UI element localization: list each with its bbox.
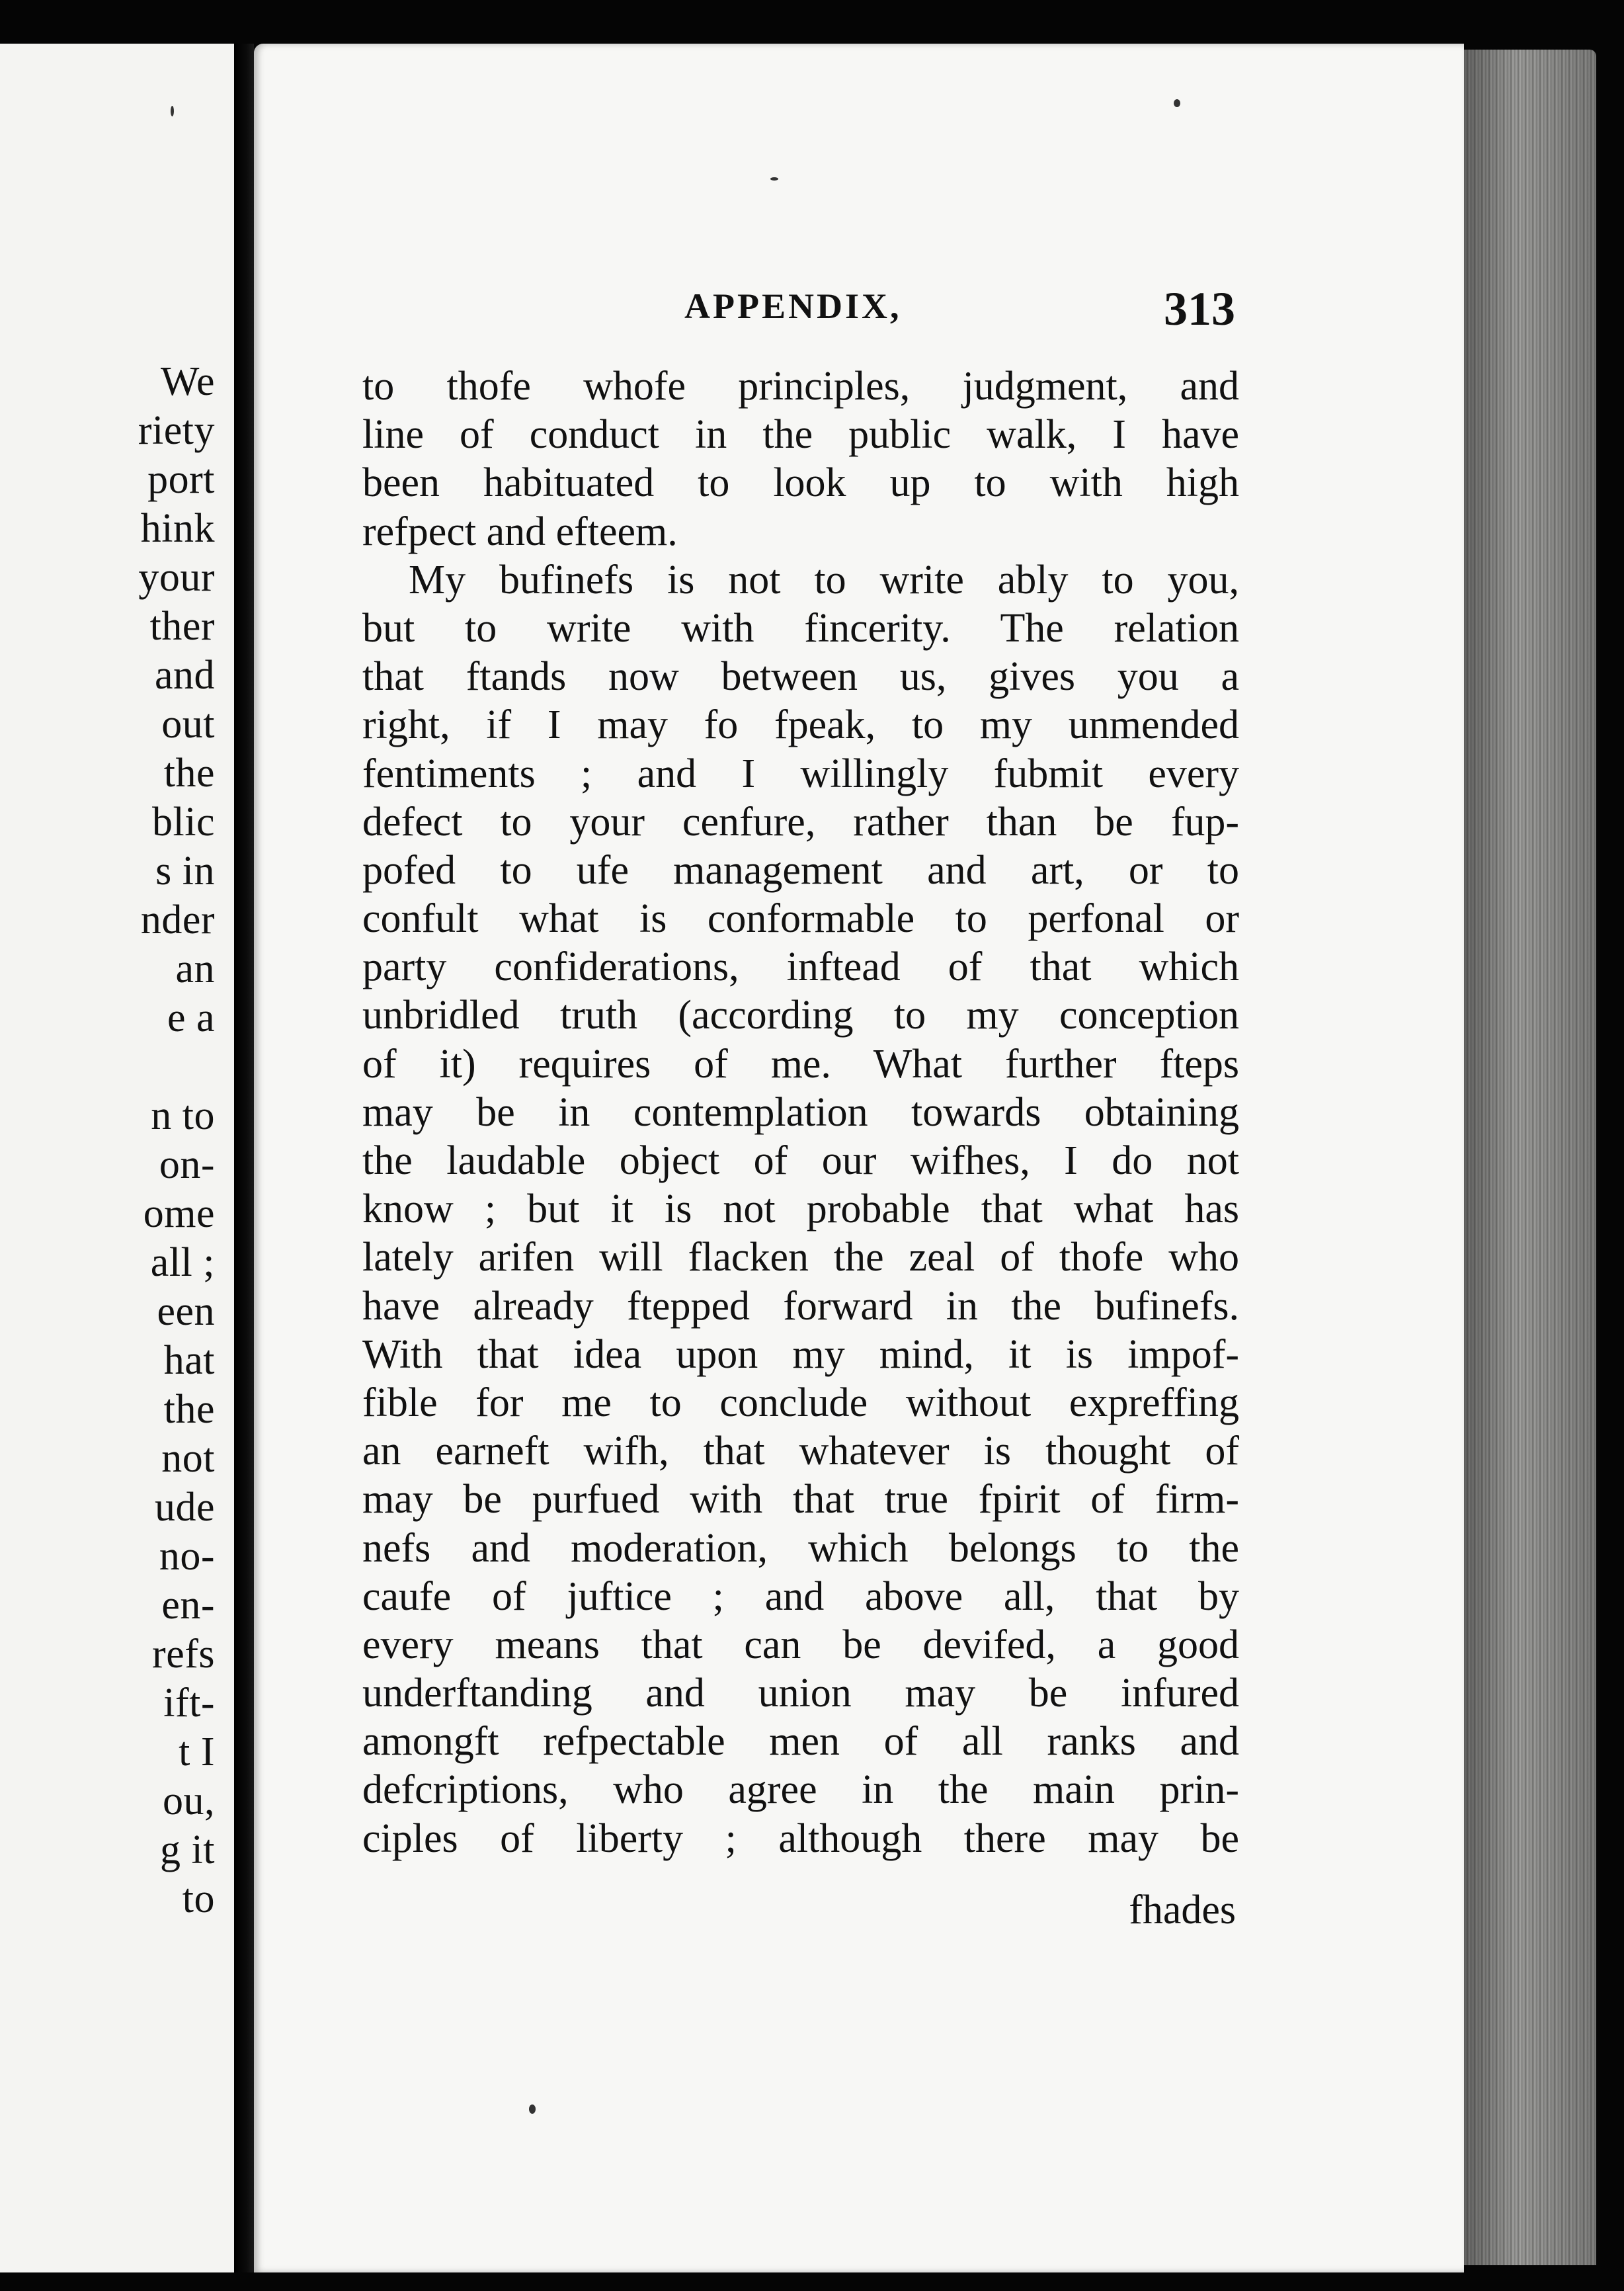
left-page-line: not — [161, 1436, 215, 1481]
text-line: fentiments ; and I willingly fubmit every — [362, 751, 1239, 796]
text-line: right, if I may fo fpeak, to my unmended — [362, 702, 1239, 748]
left-page-line: no- — [159, 1534, 215, 1579]
left-page-line: and — [154, 653, 215, 698]
left-page-line: hat — [163, 1338, 215, 1383]
text-line: amongft refpectable men of all ranks and — [362, 1719, 1239, 1765]
left-page-line: to — [182, 1876, 215, 1921]
text-line: caufe of juftice ; and above all, that by — [362, 1573, 1239, 1619]
text-line: fible for me to conclude without expreffing — [362, 1380, 1239, 1425]
left-page-line: blic — [152, 800, 215, 845]
text-line: nefs and moderation, which belongs to the — [362, 1525, 1239, 1571]
left-page-line: e a — [167, 995, 215, 1040]
text-line: an earneft wifh, that whatever is thought of — [362, 1429, 1239, 1474]
left-page-line: n to — [151, 1093, 215, 1138]
text-line: the laudable object of our wifhes, I do not — [362, 1138, 1239, 1183]
paper-speck — [770, 177, 778, 181]
text-line: that ftands now between us, gives you a — [362, 654, 1239, 700]
text-line: of it) requires of me. What further fteps — [362, 1041, 1239, 1087]
text-line: have already ftepped forward in the bufinefs. — [362, 1283, 1239, 1329]
text-line: may be purfued with that true fpirit of firm- — [362, 1477, 1239, 1522]
left-page-line: riety — [138, 408, 215, 453]
text-line: unbridled truth (according to my conception — [362, 993, 1239, 1038]
left-page-line: refs — [152, 1632, 215, 1677]
text-line: lately arifen will flacken the zeal of thofe who — [362, 1235, 1239, 1280]
paper-speck — [529, 2104, 536, 2114]
left-page-line: ome — [143, 1191, 215, 1236]
left-page-line: s in — [155, 849, 215, 894]
left-page-line: the — [163, 751, 215, 796]
text-line: refpect and efteem. — [362, 509, 678, 554]
body-text — [362, 362, 1239, 1863]
catchword: fhades — [1129, 1888, 1236, 1933]
text-line: know ; but it is not probable that what has — [362, 1187, 1239, 1232]
text-line: pofed to ufe management and art, or to — [362, 847, 1239, 893]
text-line: to thofe whofe principles, judgment, and — [362, 364, 1239, 409]
text-line: With that idea upon my mind, it is impof- — [362, 1331, 1239, 1377]
left-page-line: all ; — [150, 1240, 215, 1285]
left-page-line: g it — [160, 1827, 215, 1872]
left-page-line: ude — [154, 1485, 215, 1530]
text-line: but to write with fincerity. The relation — [362, 605, 1239, 651]
left-page-line: ou, — [163, 1778, 215, 1823]
text-line: underftanding and union may be infured — [362, 1671, 1239, 1716]
left-page — [0, 44, 234, 2272]
left-page-text — [0, 357, 215, 1923]
page-number: 313 — [1164, 282, 1235, 335]
left-page-line: een — [157, 1289, 215, 1334]
paper-speck — [171, 106, 174, 116]
text-line: every means that can be devifed, a good — [362, 1622, 1239, 1667]
book-gutter — [234, 44, 254, 2272]
text-line: may be in contemplation towards obtaining — [362, 1089, 1239, 1135]
left-page-line: nder — [140, 897, 215, 942]
text-line: My bufinefs is not to write ably to you, — [409, 557, 1239, 603]
text-line: line of conduct in the public walk, I have — [362, 412, 1239, 458]
left-page-line: ift- — [163, 1681, 215, 1726]
text-line: been habituated to look up to with high — [362, 460, 1239, 506]
left-page-line: t I — [179, 1729, 215, 1774]
text-line: ciples of liberty ; although there may be — [362, 1815, 1239, 1861]
left-page-line: hink — [140, 506, 215, 551]
fore-edge-shadow — [1464, 50, 1596, 2265]
paper-speck — [1174, 99, 1180, 107]
text-line: defect to your cenfure, rather than be fup- — [362, 799, 1239, 845]
left-page-line: the — [163, 1387, 215, 1432]
left-page-line: ther — [149, 604, 215, 649]
left-page-line: an — [175, 946, 215, 991]
text-line: party confiderations, inftead of that which — [362, 944, 1239, 990]
left-page-line: en- — [161, 1583, 215, 1628]
left-page-line: port — [147, 457, 215, 502]
running-head: APPENDIX, — [684, 286, 902, 326]
text-line: defcriptions, who agree in the main prin- — [362, 1767, 1239, 1813]
left-page-line: your — [138, 555, 215, 600]
left-page-line: on- — [159, 1142, 215, 1187]
left-page-line — [0, 1042, 215, 1091]
left-page-line: out — [161, 702, 215, 747]
left-page-line: We — [160, 359, 215, 404]
text-line: confult what is conformable to perfonal or — [362, 896, 1239, 942]
